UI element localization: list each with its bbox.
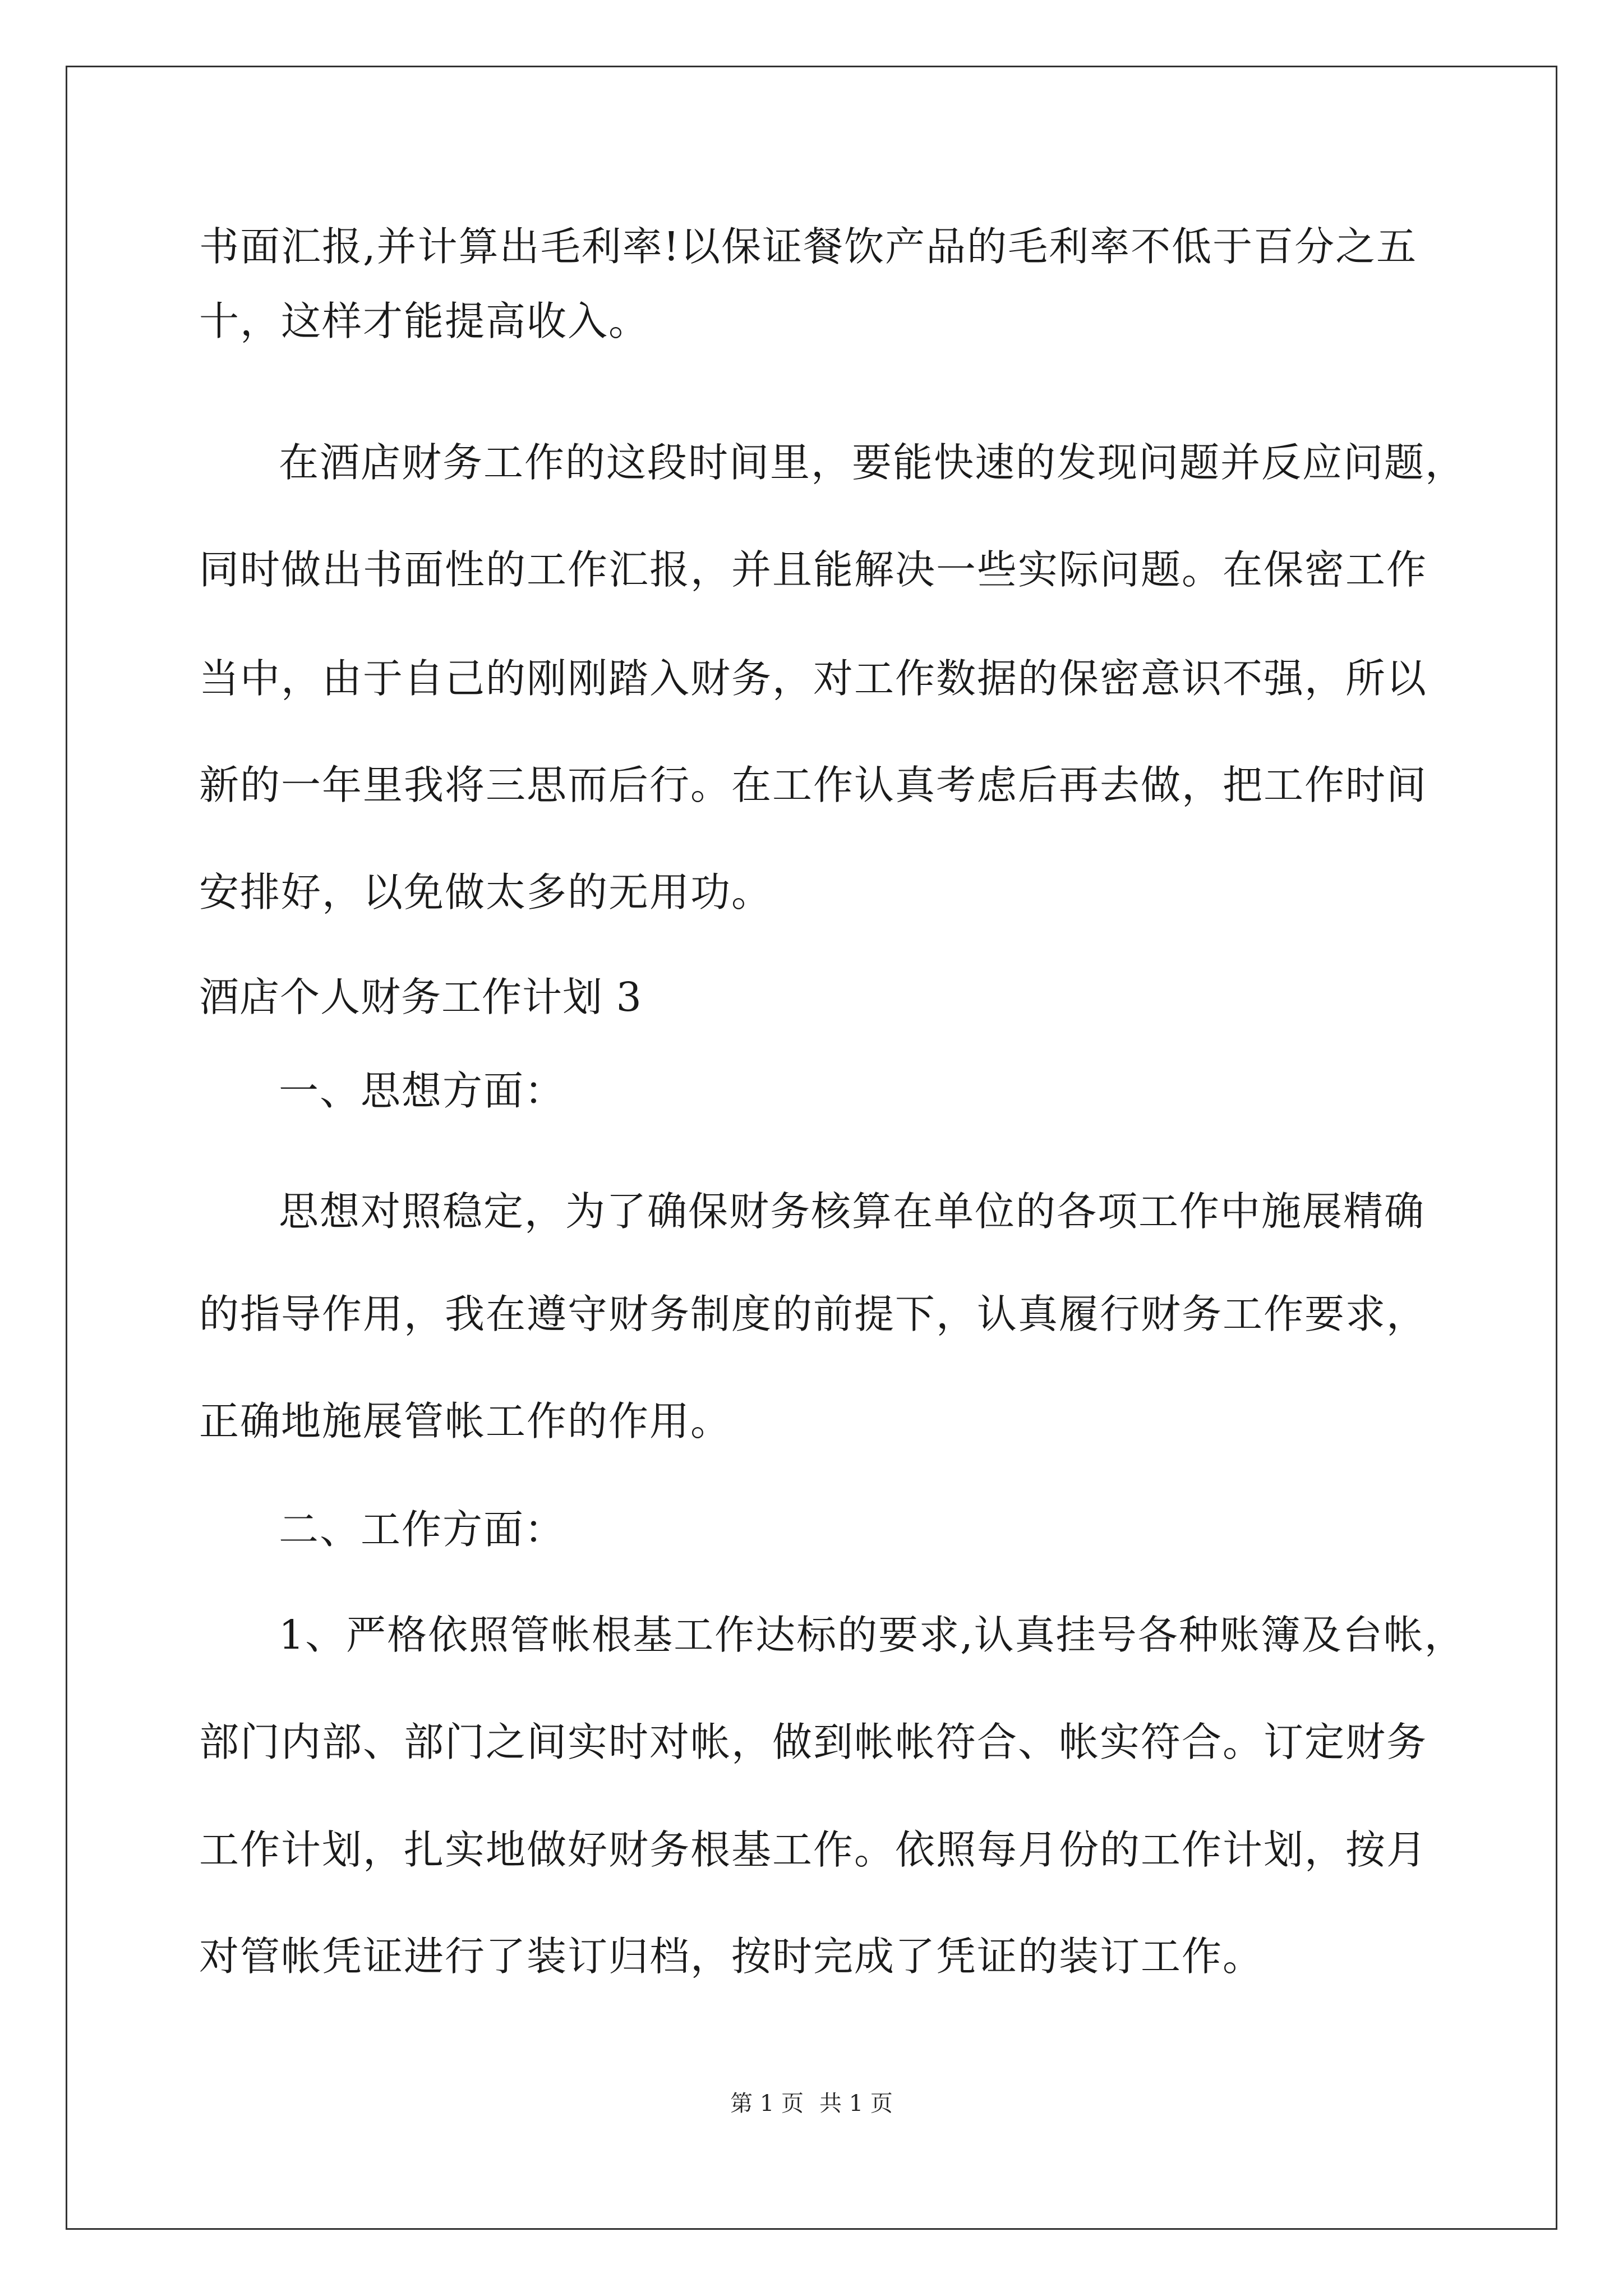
paragraph-line: 工作计划，扎实地做好财务根基工作。依照每月份的工作计划，按月 [199, 1826, 1428, 1873]
paragraph-line: 书面汇报,并计算出毛利率!以保证餐饮产品的毛利率不低于百分之五 [199, 223, 1418, 270]
paragraph-line: 的指导作用，我在遵守财务制度的前提下，认真履行财务工作要求， [199, 1291, 1428, 1337]
page-total: 共 1 页 [819, 2091, 893, 2116]
paragraph-line: 部门内部、部门之间实时对帐，做到帐帐符合、帐实符合。订定财务 [199, 1719, 1428, 1765]
paragraph-line: 新的一年里我将三思而后行。在工作认真考虑后再去做，把工作时间 [199, 762, 1428, 808]
subsection-heading: 一、思想方面： [279, 1068, 566, 1114]
paragraph-line: 十，这样才能提高收入。 [199, 298, 650, 344]
page-border [66, 66, 1557, 2230]
paragraph-line: 思想对照稳定，为了确保财务核算在单位的各项工作中施展精确 [279, 1188, 1426, 1235]
paragraph-line: 安排好，以免做太多的无用功。 [199, 869, 773, 915]
paragraph-line: 同时做出书面性的工作汇报，并且能解决一些实际问题。在保密工作 [199, 546, 1428, 593]
paragraph-line: 当中，由于自己的刚刚踏入财务，对工作数据的保密意识不强，所以 [199, 655, 1428, 702]
subsection-heading: 二、工作方面： [279, 1506, 566, 1553]
section-title: 酒店个人财务工作计划 3 [199, 974, 642, 1020]
page-number: 第 1 页 [730, 2091, 804, 2116]
paragraph-line: 正确地施展管帐工作的作用。 [199, 1398, 732, 1444]
paragraph-line: 1、严格依照管帐根基工作达标的要求,认真挂号各种账簿及台帐， [279, 1612, 1465, 1658]
paragraph-line: 在酒店财务工作的这段时间里，要能快速的发现问题并反应问题， [279, 439, 1467, 486]
paragraph-line: 对管帐凭证进行了装订归档，按时完成了凭证的装订工作。 [199, 1933, 1264, 1980]
page-footer [0, 2087, 1623, 2120]
